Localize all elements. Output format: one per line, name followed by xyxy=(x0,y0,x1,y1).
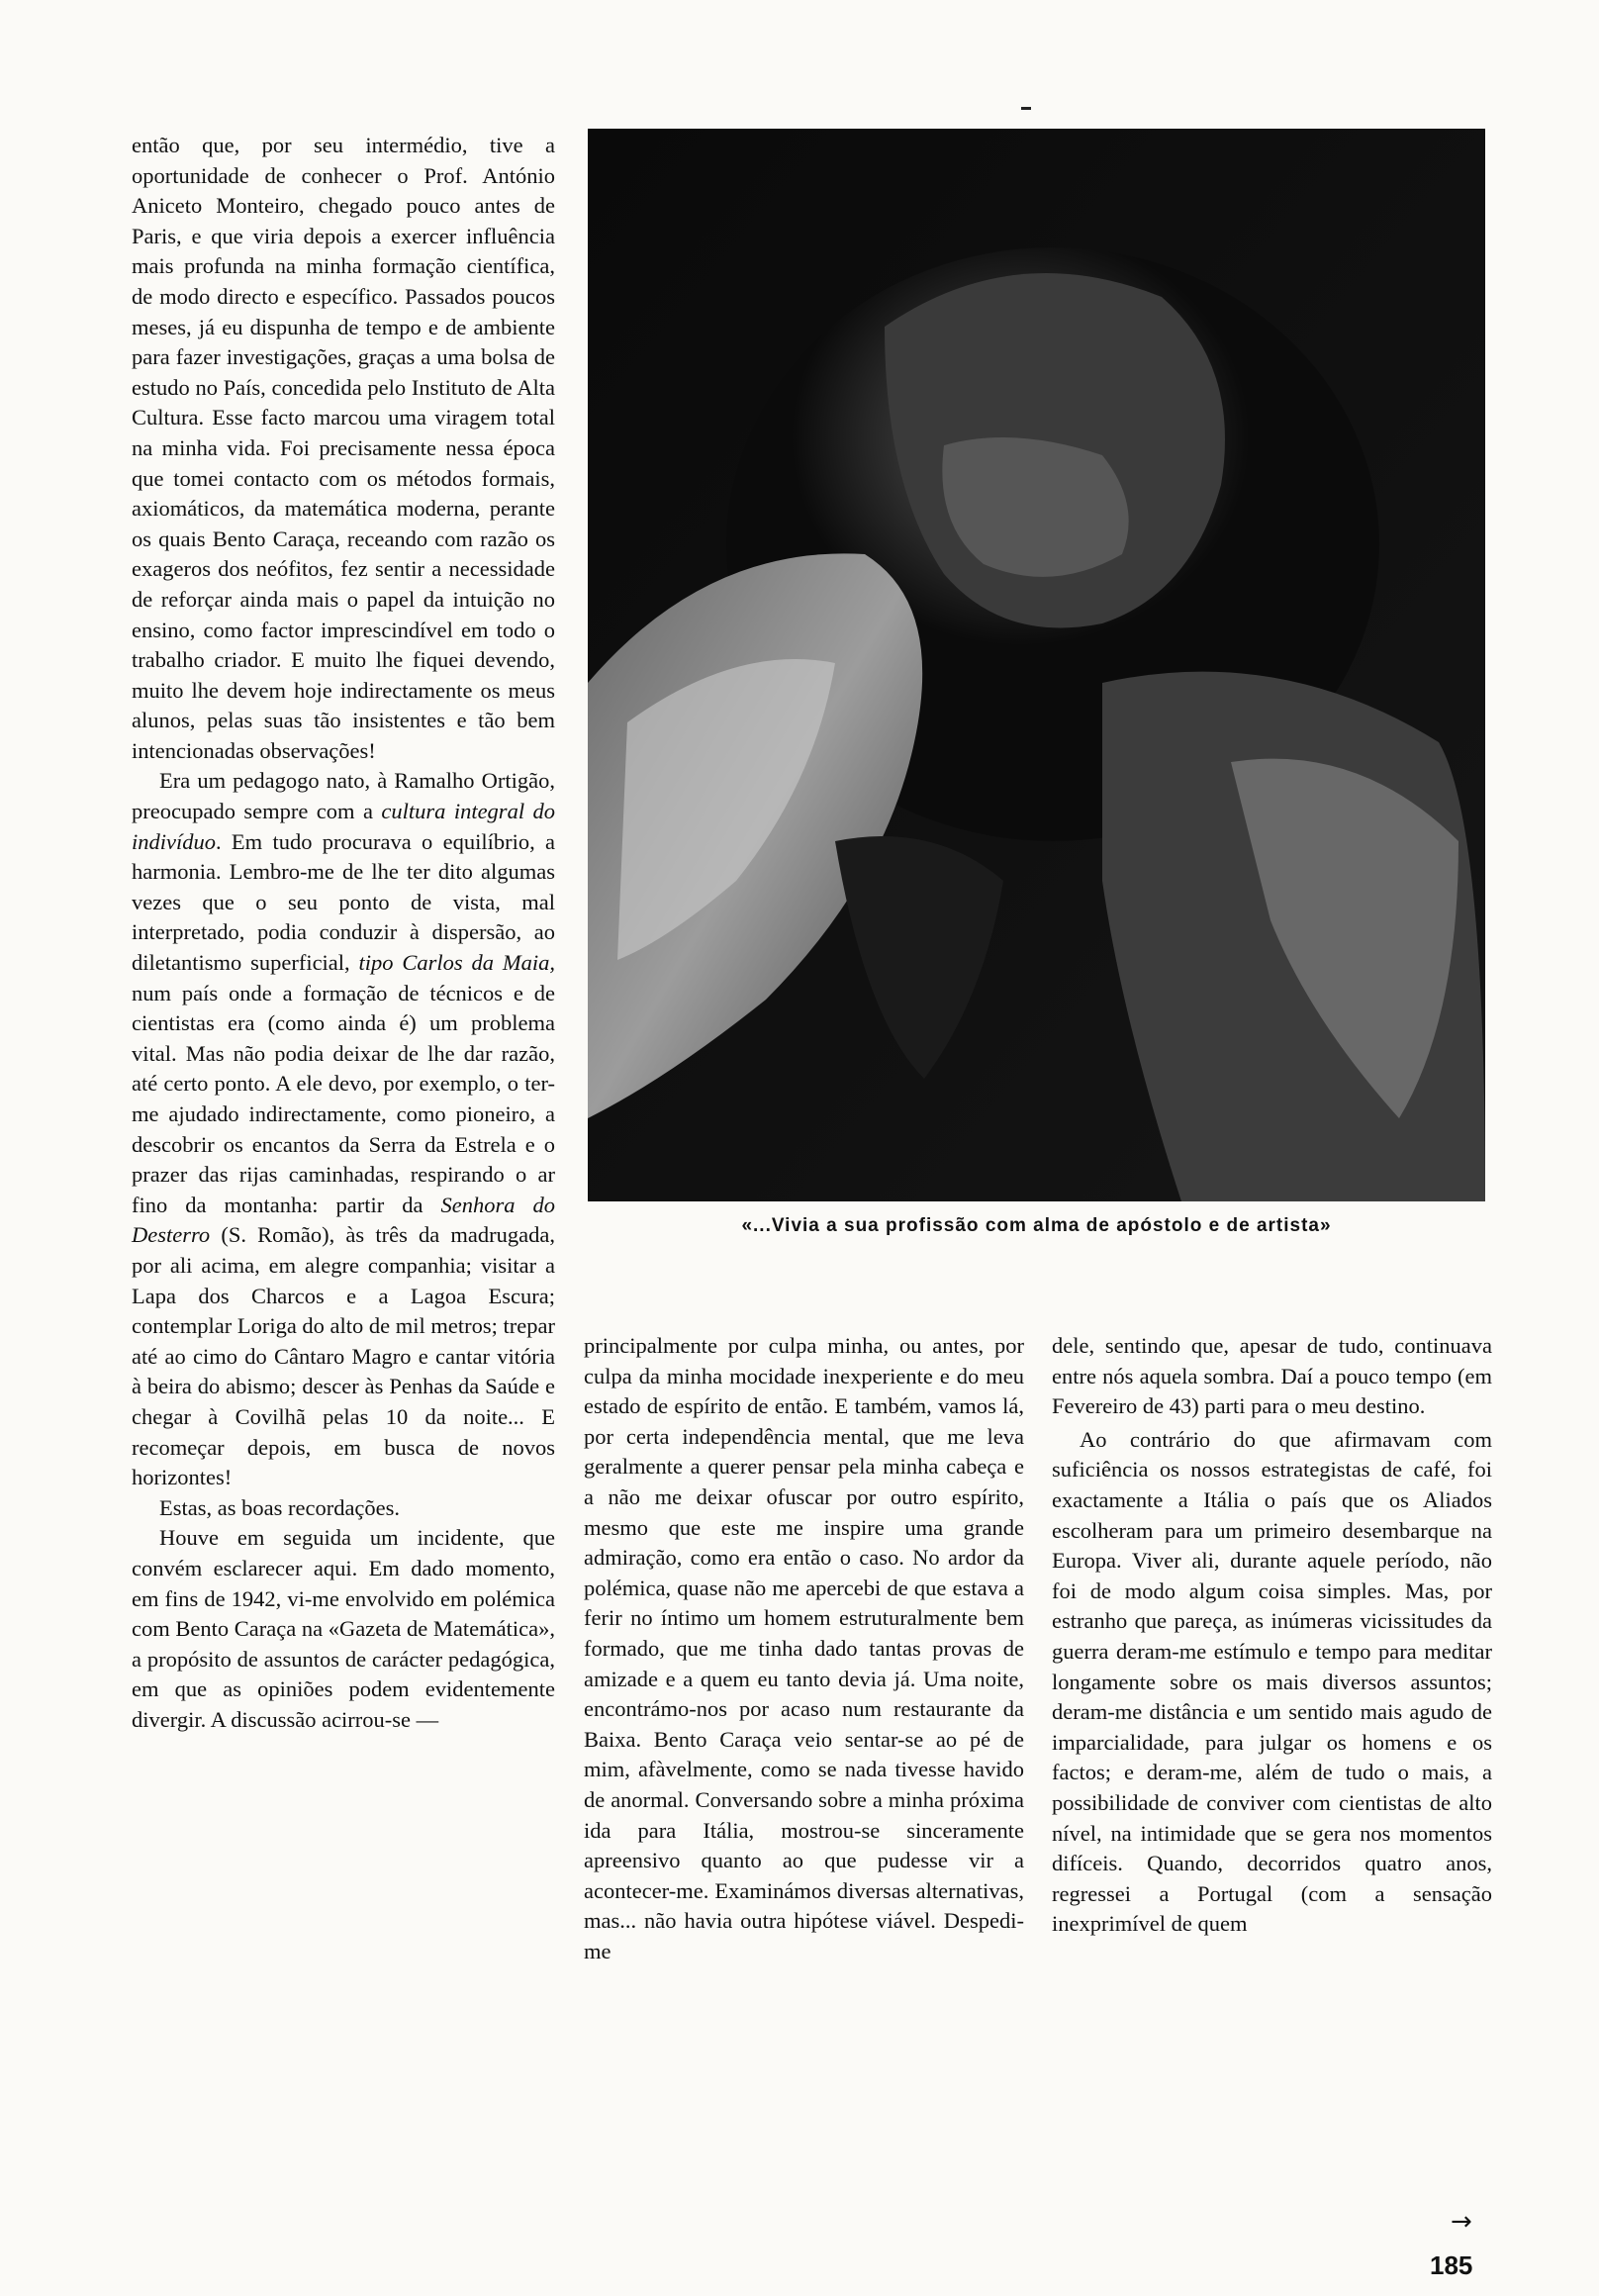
paragraph xyxy=(132,766,555,1492)
text-column-middle xyxy=(584,1331,1024,1966)
continue-arrow-icon: → xyxy=(1451,2207,1472,2237)
paragraph: Ao contrário do que afirmavam com suficiência os nossos estrategistas de café, foi exactamente a Itália o país que os Aliados escolheram para um primeiro desembarque na Europa. Viver ali, durante aquele período, não foi de modo algum coisa simples. Mas, por estranho que pareça, as inúmeras vicissitudes da guerra deram-me estímulo e tempo para meditar longamente sobre os mais diversos assuntos; deram-me distância e um sentido mais agudo de imparcialidade, para julgar os homens e os factos; e deram-me, além de tudo o mais, a possibilidade de conviver com cientistas de alto nível, na intimidade que se gera nos momentos difíceis. Quando, decorridos quatro anos, regressei a Portugal (com a sensação inexprimível de quem xyxy=(1052,1426,1492,1937)
paragraph: Houve em seguida um incidente, que convém esclarecer aqui. Em dado momento, em fins de 1942, vi-me envolvido em polémica com Bento Caraça na «Gazeta de Matemática», a propósito de assuntos de carácter pedagógica, em que as opiniões podem evidentemente divergir. A discussão acirrou-se — xyxy=(132,1525,555,1732)
text-column-left xyxy=(132,131,555,1735)
text-run: (S. Romão), às três da madrugada, por ali acima, em alegre companhia; visitar a Lapa dos Charcos e a Lagoa Escura; contemplar Loriga do alto de mil metros; trepar até ao cimo do Cântaro Magro e cantar vitória à beira do abismo; descer às Penhas da Saúde e chegar à Covilhã pelas 10 da noite... E recomeçar depois, em busca de novos horizontes! xyxy=(132,1222,555,1490)
portrait-photo xyxy=(588,129,1485,1201)
text-run: . Em tudo procurava o equilíbrio, a harmonia. Lembro-me de lhe ter dito algumas vezes que o seu ponto de vista, mal interpretado, podia conduzir à dispersão, ao diletantismo superficial, xyxy=(132,828,555,976)
print-mark xyxy=(1021,107,1031,110)
text-run: Era um pedagogo nato, à Ramalho Ortigão, preocupado sempre com a xyxy=(132,768,555,824)
page-number: 185 xyxy=(1430,2250,1473,2280)
italic-text: tipo Carlos da Maia, xyxy=(358,950,555,976)
paragraph: principalmente por culpa minha, ou antes, por culpa da minha mocidade inexperiente e do meu estado de espírito de então. E também, vamos lá, por certa independência mental, que me leva geralmente a querer pensar pela minha cabeça e a não me deixar ofuscar por outro espírito, mesmo que este me inspire uma grande admiração, como era então o caso. No ardor da polémica, quase não me apercebi de que estava a ferir no íntimo um homem estruturalmente bem formado, que me tinha dado tantas provas de amizade e a quem eu tanto devia já. Uma noite, encontrámo-nos por acaso num restaurante da Baixa. Bento Caraça veio sentar-se ao pé de mim, afàvelmente, como se nada tivesse havido de anormal. Conversando sobre a minha próxima ida para Itália, mostrou-se sinceramente apreensivo quanto ao que pudesse vir a acontecer-me. Examinámos diversas alternativas, mas... não havia outra hipótese viável. Despedi-me xyxy=(584,1333,1024,1963)
photo-caption: «...Vivia a sua profissão com alma de apóstolo e de artista» xyxy=(741,1215,1332,1236)
paragraph: então que, por seu intermédio, tive a oportunidade de conhecer o Prof. António Aniceto Monteiro, chegado pouco antes de Paris, e que viria depois a exercer influência mais profunda na minha formação científica, de modo directo e específico. Passados poucos meses, já eu dispunha de tempo e de ambiente para fazer investigações, graças a uma bolsa de estudo no País, concedida pelo Instituto de Alta Cultura. Esse facto marcou uma viragem total na minha vida. Foi precisamente nessa época que tomei contacto com os métodos formais, axiomáticos, da matemática moderna, perante os quais Bento Caraça, receando com razão os exageros dos neófitos, fez sentir a necessidade de reforçar ainda mais o papel da intuição no ensino, como factor imprescindível em todo o trabalho criador. E muito lhe fiquei devendo, muito lhe devem hoje indirectamente os meus alunos, pelas suas tão insistentes e tão bem intencionadas observações! xyxy=(132,133,555,763)
photo-image xyxy=(588,129,1485,1201)
paragraph: dele, sentindo que, apesar de tudo, continuava entre nós aquela sombra. Daí a pouco tempo (em Fevereiro de 43) parti para o meu destino. xyxy=(1052,1333,1492,1419)
italic-text: cultura integral do indivíduo xyxy=(132,799,555,854)
text-column-right xyxy=(1052,1331,1492,1940)
italic-text: Senhora do Desterro xyxy=(132,1192,555,1248)
text-run: num país onde a formação de técnicos e de cientistas era (como ainda é) um problema vital. Mas não podia deixar de lhe dar razão, até certo ponto. A ele devo, por exemplo, o ter-me ajudado indirectamente, como pioneiro, a descobrir os encantos da Serra da Estrela e o prazer das rijas caminhadas, respirando o ar fino da montanha: partir da xyxy=(132,980,555,1217)
paragraph: Estas, as boas recordações. xyxy=(159,1494,401,1520)
